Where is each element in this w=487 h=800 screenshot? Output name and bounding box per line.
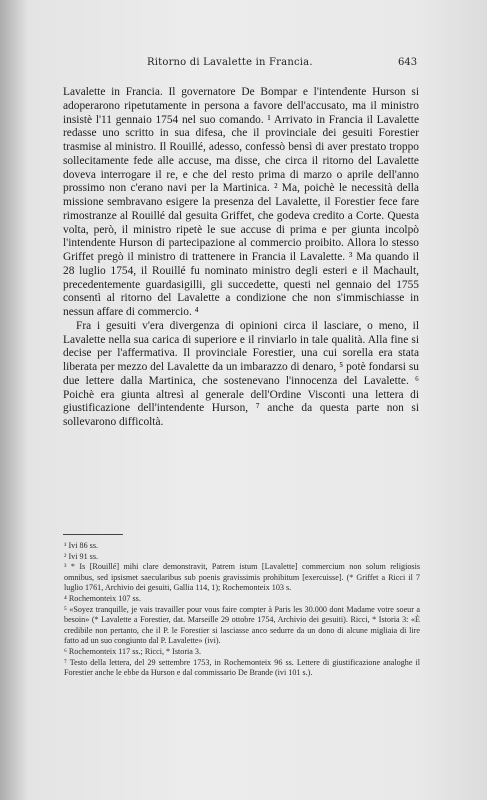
footnote-divider	[63, 534, 123, 535]
footnote: ⁶ Rochemonteix 117 ss.; Ricci, * Istoria 3.	[64, 646, 202, 656]
page-header	[0, 57, 487, 73]
footnote: ⁷ Testo della lettera, del 29 settembre 1753, in Rochemonteix 96 ss. Lettere di giustificazione analoghe il Forestier anche le ebbe da Hurson e dal commissario De Brande (ivi 101 s.).	[64, 657, 420, 678]
footnote: ⁴ Rochemonteix 107 ss.	[64, 593, 141, 603]
footnote: ³ * Is [Rouillé] mihi clare demonstravit, Patrem istum [Lavalette] commercium non solum religiosis omnibus, sed ipsismet saecularibus sub poenis gravissimis prohibitum [exercuisse]. (* Griffet a Ricci il 7 luglio 1761, Archivio dei gesuiti, Gallia 114, 1); Rochemonteix 103 s.	[64, 562, 420, 593]
paragraph: Fra i gesuiti v'era divergenza di opinioni circa il lasciare, o meno, il Lavalette nella sua carica di superiore e il rinviarlo in tale qualità. Alla fine si decise per l'affermativa. Il provinciale Forestier, una cui sorella era stata liberata per mezzo del Lavalette da un imbarazzo di denaro, ⁵ potè fondarsi su due lettere dalla Martinica, che sostenevano l'innocenza del Lavalette. ⁶ Poichè era giunta altresì al generale dell'Ordine Visconti una lettera di giustificazione dell'intendente Hurson, ⁷ anche da questa parte non si sollevarono difficoltà.	[63, 319, 419, 428]
main-text	[63, 86, 419, 430]
page-number: 643	[398, 57, 418, 68]
footnote: ⁵ «Soyez tranquille, je vais travailler pour vous faire compter à Paris les 30.000 dont Madame votre soeur a besoin» (* Lavalette a Forestier, dat. Marseille 29 ottobre 1754, Archivio dei gesuiti). Ricci, * Istoria 3: «È credibile non pertanto, che il P. le Forestier si lasciasse anco sedurre da un dono di alcune migliaia di lire fatto ad un suo congiunto dal P. Lavalette» (ivi).	[64, 604, 420, 646]
footnotes	[52, 541, 420, 679]
footnote: ² Ivi 91 ss.	[64, 551, 99, 561]
paragraph: Lavalette in Francia. Il governatore De Bompar e l'intendente Hurson si adoperarono ripetutamente in persona a favore dell'accusato, ma il ministro insistè l'11 gennaio 1754 nel suo comando. ¹ Arrivato in Francia il Lavalette redasse uno scritto in sua difesa, che il provinciale dei gesuiti Forestier trasmise al ministro. Il Rouillé, adesso, confessò bensì di aver prestato troppo sollecitamente fede alle accuse, ma disse, che circa il ritorno del Lavalette doveva interrogare il re, e che del resto prima di marzo o aprile dell'anno prossimo non c'erano navi per la Martinica. ² Ma, poichè le necessità della missione sembravano esigere la presenza del Lavalette, il Forestier fece fare rimostranze al Rouillé dal gesuita Griffet, che godeva credito a Corte. Questa volta, però, il ministro ripetè le sue accuse di prima e per giunta incolpò l'intendente Hurson di partecipazione al commercio proibito. Allora lo stesso Griffet pregò il ministro di trattenere in Francia il Lavalette. ³ Ma quando il 28 luglio 1754, il Rouillé fu nominato ministro degli esteri e il Machault, precedentemente guardasigilli, gli succedette, questi nel gennaio del 1755 consentì al ritorno del Lavalette a condizione che non s'immischiasse in nessun affare di commercio. ⁴	[63, 86, 419, 318]
footnote: ¹ Ivi 86 ss.	[64, 541, 99, 550]
running-head: Ritorno di Lavalette in Francia.	[147, 57, 313, 68]
binding-shadow	[0, 0, 28, 800]
